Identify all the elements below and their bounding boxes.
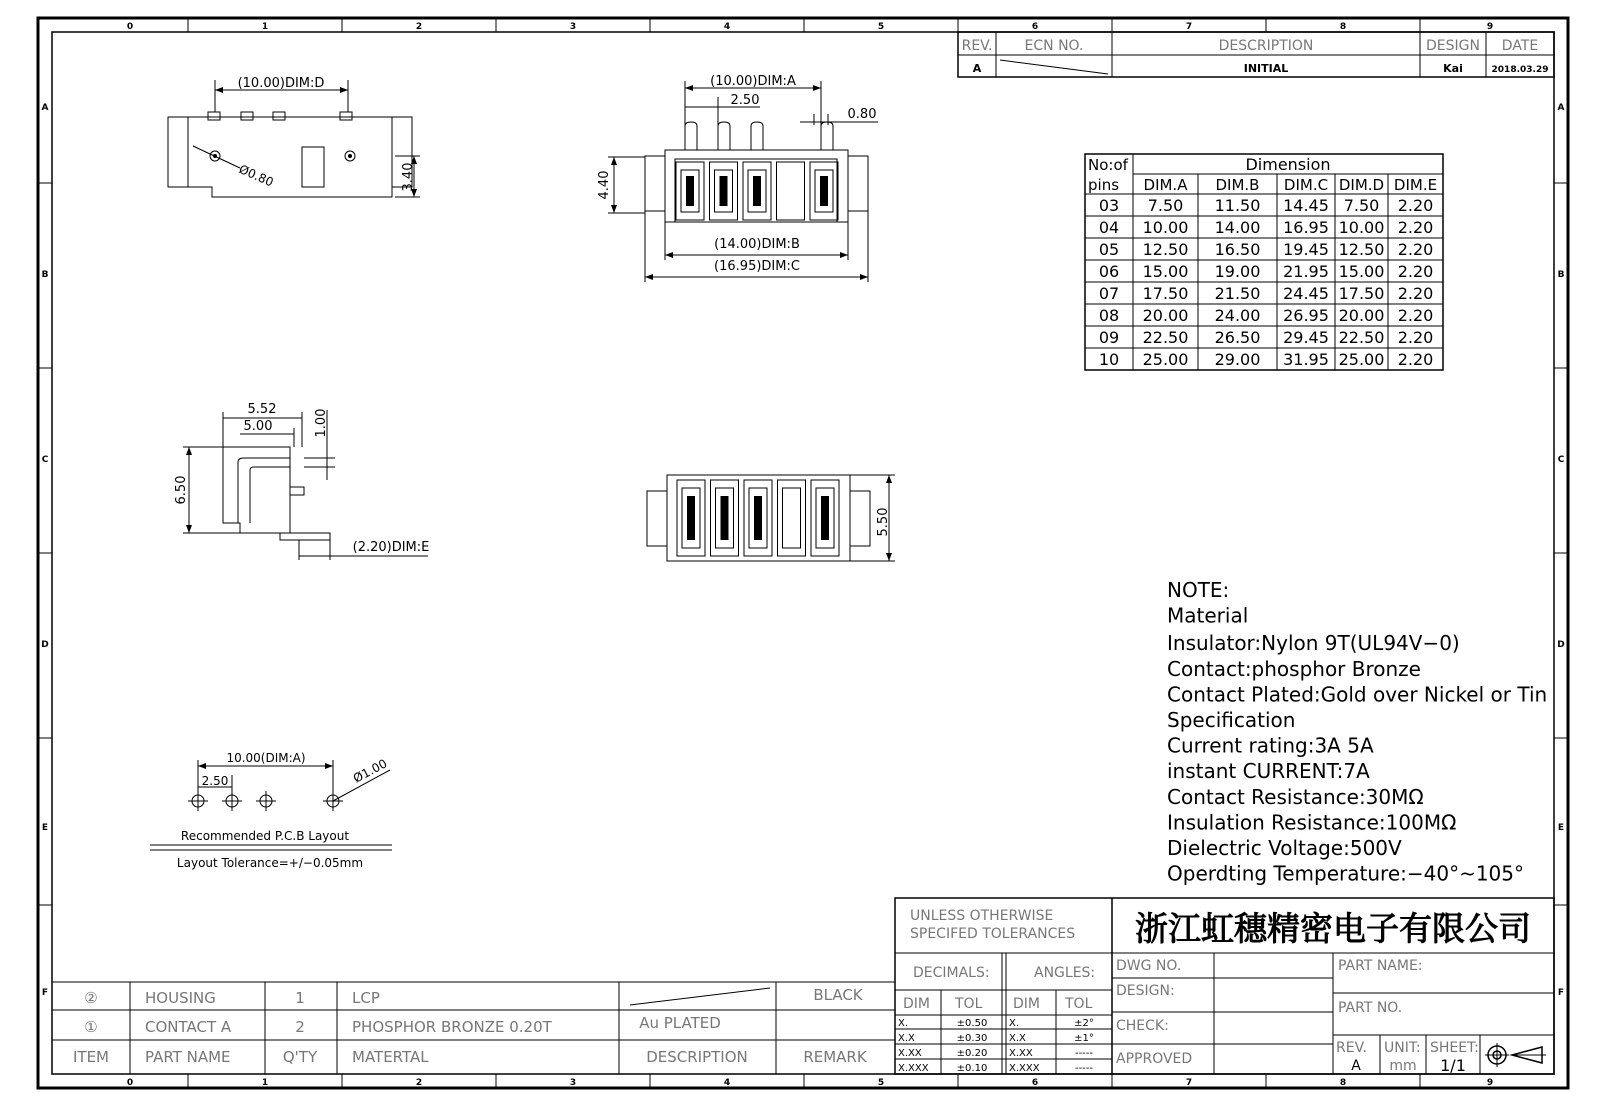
pcb-pitch: 2.50	[201, 774, 229, 788]
grid-left-c: C	[41, 455, 49, 465]
tol-decimal-dim: X.XXX	[898, 1063, 929, 1074]
dim-table-cell: 20.00	[1338, 306, 1385, 325]
dim-table-cell: 2.20	[1397, 306, 1434, 325]
grid-right-b: B	[1557, 270, 1565, 280]
note-line: Operdting Temperature:−40°~105°	[1167, 861, 1525, 886]
dim-table-cell: 17.50	[1338, 284, 1385, 303]
front-contact-core	[686, 176, 694, 206]
grid-bottom-4: 4	[723, 1078, 731, 1088]
bottom-contact	[721, 496, 729, 540]
tol-angle-dim: X.X	[1009, 1033, 1026, 1044]
grid-left-b: B	[41, 270, 49, 280]
grid-bottom-8: 8	[1339, 1078, 1347, 1088]
bom-header-item: ITEM	[72, 1048, 110, 1066]
tol-decimal-dim: X.X	[898, 1033, 915, 1044]
grid-top-7: 7	[1185, 22, 1193, 32]
dim-table-cell: 20.00	[1142, 306, 1189, 325]
dim-table-column-header: DIM.A	[1143, 176, 1188, 194]
bottom-contact	[821, 496, 829, 540]
side-view-w1: 5.52	[247, 402, 277, 417]
grid-right-f: F	[1557, 988, 1565, 998]
grid-top-5: 5	[877, 22, 885, 32]
rev-header-rev: REV.	[961, 38, 993, 54]
dim-table-cell: 21.50	[1214, 284, 1261, 303]
tol-title-2: SPECIFED TOLERANCES	[910, 926, 1076, 942]
tol-angle-tol-header: TOL	[1065, 996, 1093, 1012]
dim-table-cell: 7.50	[1343, 196, 1380, 215]
dim-table-cell: 14.00	[1214, 218, 1261, 237]
part-no-label: PART NO.	[1338, 1000, 1403, 1016]
bom-row2-qty: 2	[295, 1018, 305, 1036]
dim-table-column-header: DIM.C	[1283, 176, 1329, 194]
grid-top-1: 1	[261, 22, 269, 32]
grid-top-4: 4	[723, 22, 731, 32]
tol-decimal-dim: X.XX	[898, 1048, 922, 1059]
rev-row-description: INITIAL	[1243, 62, 1289, 75]
front-pin	[685, 122, 697, 150]
tol-decimal-value: ±0.50	[956, 1018, 988, 1029]
sheet-label: SHEET:	[1430, 1040, 1479, 1056]
tol-angle-value: -----	[1074, 1063, 1094, 1074]
rev-row-rev: A	[972, 62, 982, 75]
part-name-label: PART NAME:	[1338, 958, 1423, 974]
dim-table-column-header: DIM.E	[1393, 176, 1438, 194]
grid-right-d: D	[1557, 640, 1565, 650]
dim-table-header-noof: No:of	[1088, 156, 1128, 174]
company-name: 浙江虹穗精密电子有限公司	[1135, 909, 1531, 948]
dim-table-cell: 09	[1098, 328, 1120, 347]
tol-decimal-value: ±0.20	[956, 1048, 988, 1059]
dim-table-column-header: DIM.B	[1215, 176, 1260, 194]
dim-table-cell: 25.00	[1142, 350, 1189, 369]
tol-decimal-dim: X.	[898, 1018, 909, 1029]
sheet-value: 1/1	[1440, 1056, 1466, 1075]
rev-header-design: DESIGN	[1426, 38, 1480, 54]
dim-table-cell: 2.20	[1397, 218, 1434, 237]
note-line: Insulator:Nylon 9T(UL94V−0)	[1167, 631, 1460, 656]
grid-left-e: E	[41, 823, 49, 833]
grid-top-9: 9	[1486, 22, 1494, 32]
tol-angle-value: ±2°	[1074, 1018, 1094, 1029]
grid-bottom-9: 9	[1486, 1078, 1494, 1088]
bom-header-qty: Q'TY	[282, 1048, 318, 1066]
dim-table-column-header: DIM.D	[1338, 176, 1385, 194]
dim-table-cell: 03	[1098, 196, 1120, 215]
dim-table-cell: 19.45	[1283, 240, 1329, 259]
grid-bottom-7: 7	[1185, 1078, 1193, 1088]
top-view-hole: Ø0.80	[236, 161, 276, 190]
bottom-cavity	[778, 480, 806, 556]
dim-table-cell: 22.50	[1142, 328, 1189, 347]
bom-header-material: MATERTAL	[352, 1048, 429, 1066]
bom-row1-qty: 1	[295, 989, 305, 1007]
dim-table-cell: 10	[1098, 350, 1120, 369]
bom-row2-description: Au PLATED	[639, 1014, 721, 1032]
front-contact-core	[720, 176, 728, 206]
dim-table-cell: 7.50	[1147, 196, 1184, 215]
bom-row1-name: HOUSING	[145, 989, 216, 1007]
note-line: Contact Resistance:30MΩ	[1167, 784, 1424, 809]
dim-table-cell: 2.20	[1397, 196, 1434, 215]
bom-row1-remark: BLACK	[813, 986, 863, 1004]
tol-angle-value: -----	[1074, 1048, 1094, 1059]
tol-decimal-value: ±0.30	[956, 1033, 988, 1044]
tol-angle-dim: X.XX	[1009, 1048, 1033, 1059]
title-block	[895, 898, 1554, 1075]
front-pin	[821, 122, 833, 150]
dim-table-cell: 26.50	[1214, 328, 1261, 347]
rev-header-description: DESCRIPTION	[1218, 38, 1314, 54]
dim-table-cell: 29.00	[1214, 350, 1261, 369]
check-label: CHECK:	[1116, 1018, 1169, 1034]
bom-header-description: DESCRIPTION	[646, 1048, 748, 1066]
grid-top-8: 8	[1339, 22, 1347, 32]
dim-table-cell: 12.50	[1338, 240, 1385, 259]
grid-right-a: A	[1557, 103, 1565, 113]
dim-table-cell: 10.00	[1338, 218, 1385, 237]
bom-row1-material: LCP	[352, 989, 380, 1007]
dim-table-cell: 06	[1098, 262, 1120, 281]
top-view	[168, 76, 420, 197]
revision-block	[958, 32, 1554, 77]
grid-bottom-5: 5	[877, 1078, 885, 1088]
bom-table	[52, 982, 895, 1074]
front-view-pitch: 2.50	[730, 93, 760, 108]
dim-table-header-dimension: Dimension	[1245, 155, 1331, 174]
third-angle-projection-icon	[1485, 1043, 1546, 1067]
dim-table-cell: 2.20	[1397, 262, 1434, 281]
dim-table-cell: 05	[1098, 240, 1120, 259]
bottom-cavity-inner	[783, 488, 801, 548]
rev-header-ecn: ECN NO.	[1024, 38, 1084, 54]
dim-table-cell: 2.20	[1397, 328, 1434, 347]
grid-bottom-2: 2	[415, 1078, 423, 1088]
top-view-height: 3.40	[401, 162, 416, 192]
approved-label: APPROVED	[1116, 1051, 1193, 1067]
dim-table-cell: 14.45	[1283, 196, 1329, 215]
dim-table-cell: 15.00	[1142, 262, 1189, 281]
dim-table-cell: 25.00	[1338, 350, 1385, 369]
bottom-contact	[687, 496, 695, 540]
note-line: Material	[1167, 603, 1249, 628]
tol-tol-header: TOL	[955, 996, 983, 1012]
dim-table-cell: 04	[1098, 218, 1120, 237]
tol-decimals: DECIMALS:	[913, 965, 990, 981]
note-line: instant CURRENT:7A	[1167, 759, 1370, 784]
note-line: Specification	[1167, 708, 1296, 732]
dim-table-cell: 15.00	[1338, 262, 1385, 281]
dim-table-header-pins: pins	[1088, 176, 1120, 194]
bom-row2-material: PHOSPHOR BRONZE 0.20T	[352, 1018, 552, 1036]
grid-bottom-3: 3	[569, 1078, 577, 1088]
top-view-dim-d: (10.00)DIM:D	[237, 76, 325, 91]
side-view-height: 6.50	[174, 475, 189, 505]
dimension-table	[1085, 154, 1443, 370]
tol-angle-dim-header: DIM	[1013, 996, 1040, 1012]
rev-label: REV.	[1336, 1040, 1367, 1056]
dim-table-cell: 24.00	[1214, 306, 1261, 325]
dim-table-cell: 10.00	[1142, 218, 1189, 237]
grid-bottom-0: 0	[126, 1078, 134, 1088]
pcb-tolerance: Layout Tolerance=+/−0.05mm	[176, 856, 364, 870]
bottom-contact	[754, 496, 762, 540]
dim-table-cell: 21.95	[1283, 262, 1329, 281]
bom-row2-item: ①	[84, 1018, 98, 1036]
unit-value: mm	[1389, 1058, 1417, 1074]
bottom-view-height: 5.50	[876, 507, 891, 537]
tol-angle-dim: X.XXX	[1009, 1063, 1040, 1074]
side-view-dim-e: (2.20)DIM:E	[352, 540, 430, 555]
dim-table-cell: 2.20	[1397, 284, 1434, 303]
grid-top-2: 2	[415, 22, 423, 32]
bom-row2-name: CONTACT A	[145, 1018, 232, 1036]
dwg-no-label: DWG NO.	[1116, 958, 1182, 974]
front-cavity	[777, 162, 805, 220]
dim-table-cell: 22.50	[1338, 328, 1385, 347]
grid-right-e: E	[1557, 823, 1565, 833]
dim-table-cell: 24.45	[1283, 284, 1329, 303]
grid-top-0: 0	[126, 22, 134, 32]
unit-label: UNIT:	[1384, 1040, 1421, 1056]
note-line: Insulation Resistance:100MΩ	[1167, 810, 1457, 835]
dim-table-cell: 08	[1098, 306, 1120, 325]
side-view-w2: 5.00	[243, 419, 273, 434]
dim-table-cell: 12.50	[1142, 240, 1189, 259]
grid-left-a: A	[41, 103, 49, 113]
notes	[1167, 578, 1547, 886]
rev-header-date: DATE	[1501, 38, 1539, 54]
front-contact-core	[820, 176, 828, 206]
tol-angle-dim: X.	[1009, 1018, 1020, 1029]
dim-table-cell: 2.20	[1397, 240, 1434, 259]
dim-table-cell: 31.95	[1283, 350, 1329, 369]
front-contact-core	[753, 176, 761, 206]
pcb-layout	[150, 751, 392, 870]
tol-angle-value: ±1°	[1074, 1033, 1094, 1044]
rev-value: A	[1351, 1058, 1361, 1074]
grid-top-3: 3	[569, 22, 577, 32]
grid-left-f: F	[41, 988, 49, 998]
dim-table-cell: 17.50	[1142, 284, 1189, 303]
tol-decimal-value: ±0.10	[956, 1063, 988, 1074]
pcb-dim-a: 10.00(DIM:A)	[226, 751, 306, 765]
tol-title-1: UNLESS OTHERWISE	[910, 908, 1054, 924]
bom-header-name: PART NAME	[145, 1048, 231, 1066]
dim-table-cell: 2.20	[1397, 350, 1434, 369]
dim-table-cell: 16.95	[1283, 218, 1329, 237]
rev-row-design: Kai	[1443, 62, 1463, 75]
front-view-dim-a: (10.00)DIM:A	[710, 74, 796, 89]
grid-top-6: 6	[1031, 22, 1039, 32]
bom-row1-item: ②	[84, 989, 98, 1007]
front-view-pin-width: 0.80	[847, 107, 877, 122]
dim-table-cell: 26.95	[1283, 306, 1329, 325]
dim-table-cell: 16.50	[1214, 240, 1261, 259]
note-line: Current rating:3A 5A	[1167, 733, 1374, 758]
dim-table-cell: 07	[1098, 284, 1120, 303]
note-line: Dielectric Voltage:500V	[1167, 836, 1402, 860]
note-line: NOTE:	[1167, 578, 1230, 602]
dim-table-cell: 29.45	[1283, 328, 1329, 347]
bottom-view	[647, 475, 895, 561]
front-pin	[718, 122, 730, 150]
pcb-hole: Ø1.00	[350, 756, 390, 786]
design-label: DESIGN:	[1116, 983, 1175, 999]
dim-table-cell: 11.50	[1214, 196, 1261, 215]
note-line: Contact Plated:Gold over Nickel or Tin	[1167, 682, 1548, 707]
tol-dim-header: DIM	[903, 996, 930, 1012]
front-view-dim-b: (14.00)DIM:B	[714, 237, 800, 252]
tol-angles: ANGLES:	[1034, 965, 1096, 981]
front-view-dim-c: (16.95)DIM:C	[714, 259, 800, 274]
dim-table-cell: 19.00	[1214, 262, 1261, 281]
pcb-title: Recommended P.C.B Layout	[180, 829, 350, 843]
front-view-height: 4.40	[597, 170, 612, 200]
rev-row-date: 2018.03.29	[1491, 65, 1549, 75]
front-view	[597, 74, 878, 282]
grid-right-c: C	[1557, 455, 1565, 465]
side-view	[174, 402, 429, 560]
front-pin	[751, 122, 763, 150]
note-line: Contact:phosphor Bronze	[1167, 656, 1421, 681]
grid-bottom-6: 6	[1031, 1078, 1039, 1088]
side-view-thickness: 1.00	[314, 408, 329, 438]
bom-header-remark: REMARK	[803, 1048, 867, 1066]
grid-left-d: D	[41, 640, 49, 650]
grid-bottom-1: 1	[261, 1078, 269, 1088]
